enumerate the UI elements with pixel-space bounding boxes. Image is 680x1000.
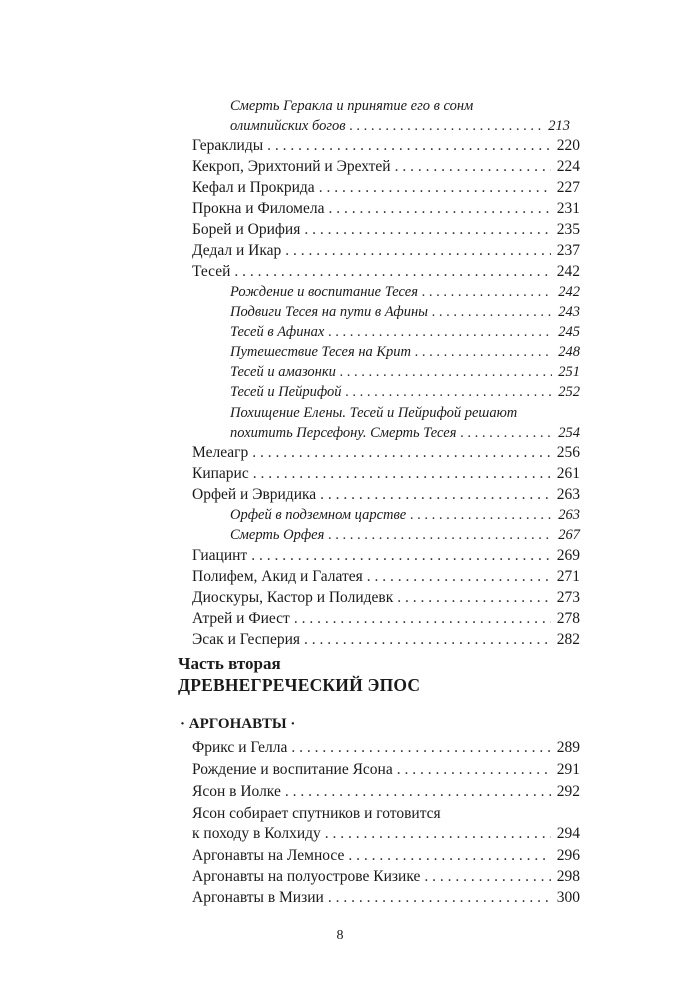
dot-leader [234,262,550,282]
dot-leader [460,423,552,443]
dot-leader [267,136,551,156]
toc-entry-gerak-smert [230,96,570,136]
section-heading: · АРГОНАВТЫ · [180,716,296,732]
toc-entry-orfey [192,485,580,505]
toc-entry-title: Гиацинт [192,547,248,564]
dot-leader [320,485,551,505]
dot-leader [348,846,550,866]
dot-leader [422,282,552,302]
toc-entry-page: 300 [556,889,580,906]
toc-entry-tesey-elena [230,403,580,443]
toc-entry-title: Полифем, Акид и Галатея [192,568,363,585]
toc-entry-page: 242 [558,284,580,300]
toc-entry-page: 242 [556,263,580,280]
toc-entry-title-line2: к походу в Колхиду [192,825,321,842]
dot-leader [345,382,552,402]
toc-entry-miziya [192,888,580,908]
toc-entry-giacint [192,546,580,566]
toc-entry-page: 254 [558,425,580,441]
toc-entry-title: Кипарис [192,465,249,482]
dot-leader [328,199,550,219]
toc-entry-page: 237 [556,242,580,259]
toc-entry-esak [192,630,580,650]
part-title: Часть вторая [178,654,281,673]
toc-entry-title: Тесей и амазонки [230,364,336,380]
toc-entry-title: Ясон в Иолке [192,783,281,800]
toc-entry-page: 282 [556,631,580,648]
toc-entry-orfey-smert [230,525,580,545]
toc-entry-title: Эсак и Гесперия [192,631,301,648]
toc-entry-tesey [192,262,580,282]
toc-entry-tesey-peir [230,382,580,402]
dot-leader [319,178,551,198]
dot-leader [304,630,551,650]
toc-entry-title: Борей и Орифия [192,221,301,238]
dot-leader [350,116,543,136]
toc-entry-page: 263 [558,507,580,523]
toc-entry-atrey [192,609,580,629]
toc-entry-dedal [192,241,580,261]
toc-entry-kiparis [192,464,580,484]
toc-entry-title: Мелеагр [192,444,249,461]
toc-entry-page: 256 [556,444,580,461]
toc-entry-title: Атрей и Фиест [192,610,290,627]
toc-entry-page: 291 [556,761,580,778]
dot-leader [410,505,552,525]
toc-entry-polifem [192,567,580,587]
dot-leader [291,738,550,758]
toc-entry-prokna [192,199,580,219]
toc-entry-page: 263 [556,486,580,503]
dot-leader [328,322,552,342]
toc-entry-page: 231 [556,200,580,217]
toc-entry-title: Орфей в подземном царстве [230,507,407,523]
toc-entry-meleagr [192,443,580,463]
toc-entry-page: 243 [558,304,580,320]
toc-entry-title-line1: Смерть Геракла и принятие его в сонм [230,98,474,114]
toc-entry-title-line1: Ясон собирает спутников и готовится [192,805,441,822]
toc-entry-title: Аргонавты в Мизии [192,889,324,906]
dot-leader [328,888,551,908]
toc-entry-title: Тесей в Афинах [230,324,325,340]
toc-entry-kefal [192,178,580,198]
toc-entry-page: 273 [556,589,580,606]
toc-entry-page: 227 [556,179,580,196]
dot-leader [285,241,551,261]
dot-leader [328,525,552,545]
toc-entry-title-line2: похитить Персефону. Смерть Тесея [230,425,457,441]
toc-entry-page: 261 [556,465,580,482]
toc-entry-lemnos [192,846,580,866]
toc-entry-page: 235 [556,221,580,238]
dot-leader [294,609,551,629]
toc-entry-page: 220 [556,137,580,154]
dot-leader [285,782,551,802]
dot-leader [252,443,551,463]
toc-entry-title: Аргонавты на Лемносе [192,847,345,864]
dot-leader [325,824,551,844]
toc-entry-title: Кефал и Прокрида [192,179,315,196]
toc-entry-tesey-podvigi [230,302,580,322]
toc-entry-title: Орфей и Эвридика [192,486,317,503]
dot-leader [395,157,551,177]
toc-entry-tesey-rozhd [230,282,580,302]
toc-entry-page: 292 [556,783,580,800]
toc-entry-yason-rozhd [192,760,580,780]
toc-entry-page: 245 [558,324,580,340]
dot-leader [397,760,551,780]
dot-leader [251,546,551,566]
toc-entry-title: Гераклиды [192,137,264,154]
toc-entry-title: Фрикс и Гелла [192,739,288,756]
toc-entry-orfey-podz [230,505,580,525]
dot-leader [397,588,550,608]
dot-leader [304,220,550,240]
toc-entry-title: Прокна и Филомела [192,200,325,217]
dot-leader [424,867,550,887]
toc-entry-tesey-afiny [230,322,580,342]
toc-entry-page: 296 [556,847,580,864]
toc-entry-page: 294 [556,825,580,842]
toc-entry-page: 298 [556,868,580,885]
toc-entry-title: Рождение и воспитание Ясона [192,761,393,778]
toc-entry-page: 251 [558,364,580,380]
toc-entry-title: Тесей [192,263,231,280]
toc-entry-title: Смерть Орфея [230,527,325,543]
page-number: 8 [336,928,344,943]
toc-entry-page: 248 [558,344,580,360]
toc-entry-title: Диоскуры, Кастор и Полидевк [192,589,394,606]
toc-entry-page: 224 [556,158,580,175]
toc-entry-title: Путешествие Тесея на Крит [230,344,412,360]
toc-entry-title: Дедал и Икар [192,242,282,259]
toc-entry-tesey-krit [230,342,580,362]
toc-entry-borey [192,220,580,240]
toc-entry-title: Аргонавты на полуострове Кизике [192,868,421,885]
dot-leader [340,362,552,382]
toc-entry-title: Тесей и Пейрифой [230,384,342,400]
toc-entry-yason-iolk [192,782,580,802]
toc-entry-yason-sputn [192,804,580,844]
toc-entry-friks [192,738,580,758]
toc-entry-title: Кекроп, Эрихтоний и Эрехтей [192,158,391,175]
toc-entry-page: 278 [556,610,580,627]
part-subtitle: ДРЕВНЕГРЕЧЕСКИЙ ЭПОС [178,675,421,695]
toc-entry-page: 213 [548,118,570,134]
toc-entry-page: 252 [558,384,580,400]
toc-entry-page: 267 [558,527,580,543]
toc-entry-title-line1: Похищение Елены. Тесей и Пейрифой решают [230,405,518,421]
toc-entry-kekrop [192,157,580,177]
toc-entry-title: Рождение и воспитание Тесея [230,284,418,300]
toc-entry-page: 269 [556,547,580,564]
toc-entry-title: Подвиги Тесея на пути в Афины [230,304,428,320]
toc-entry-title-line2: олимпийских богов [230,118,346,134]
toc-entry-page: 271 [556,568,580,585]
toc-entry-geraklidy [192,136,580,156]
toc-entry-tesey-amaz [230,362,580,382]
dot-leader [253,464,551,484]
toc-entry-page: 289 [556,739,580,756]
dot-leader [415,342,552,362]
dot-leader [367,567,551,587]
dot-leader [432,302,552,322]
toc-entry-kizik [192,867,580,887]
toc-entry-dioskury [192,588,580,608]
